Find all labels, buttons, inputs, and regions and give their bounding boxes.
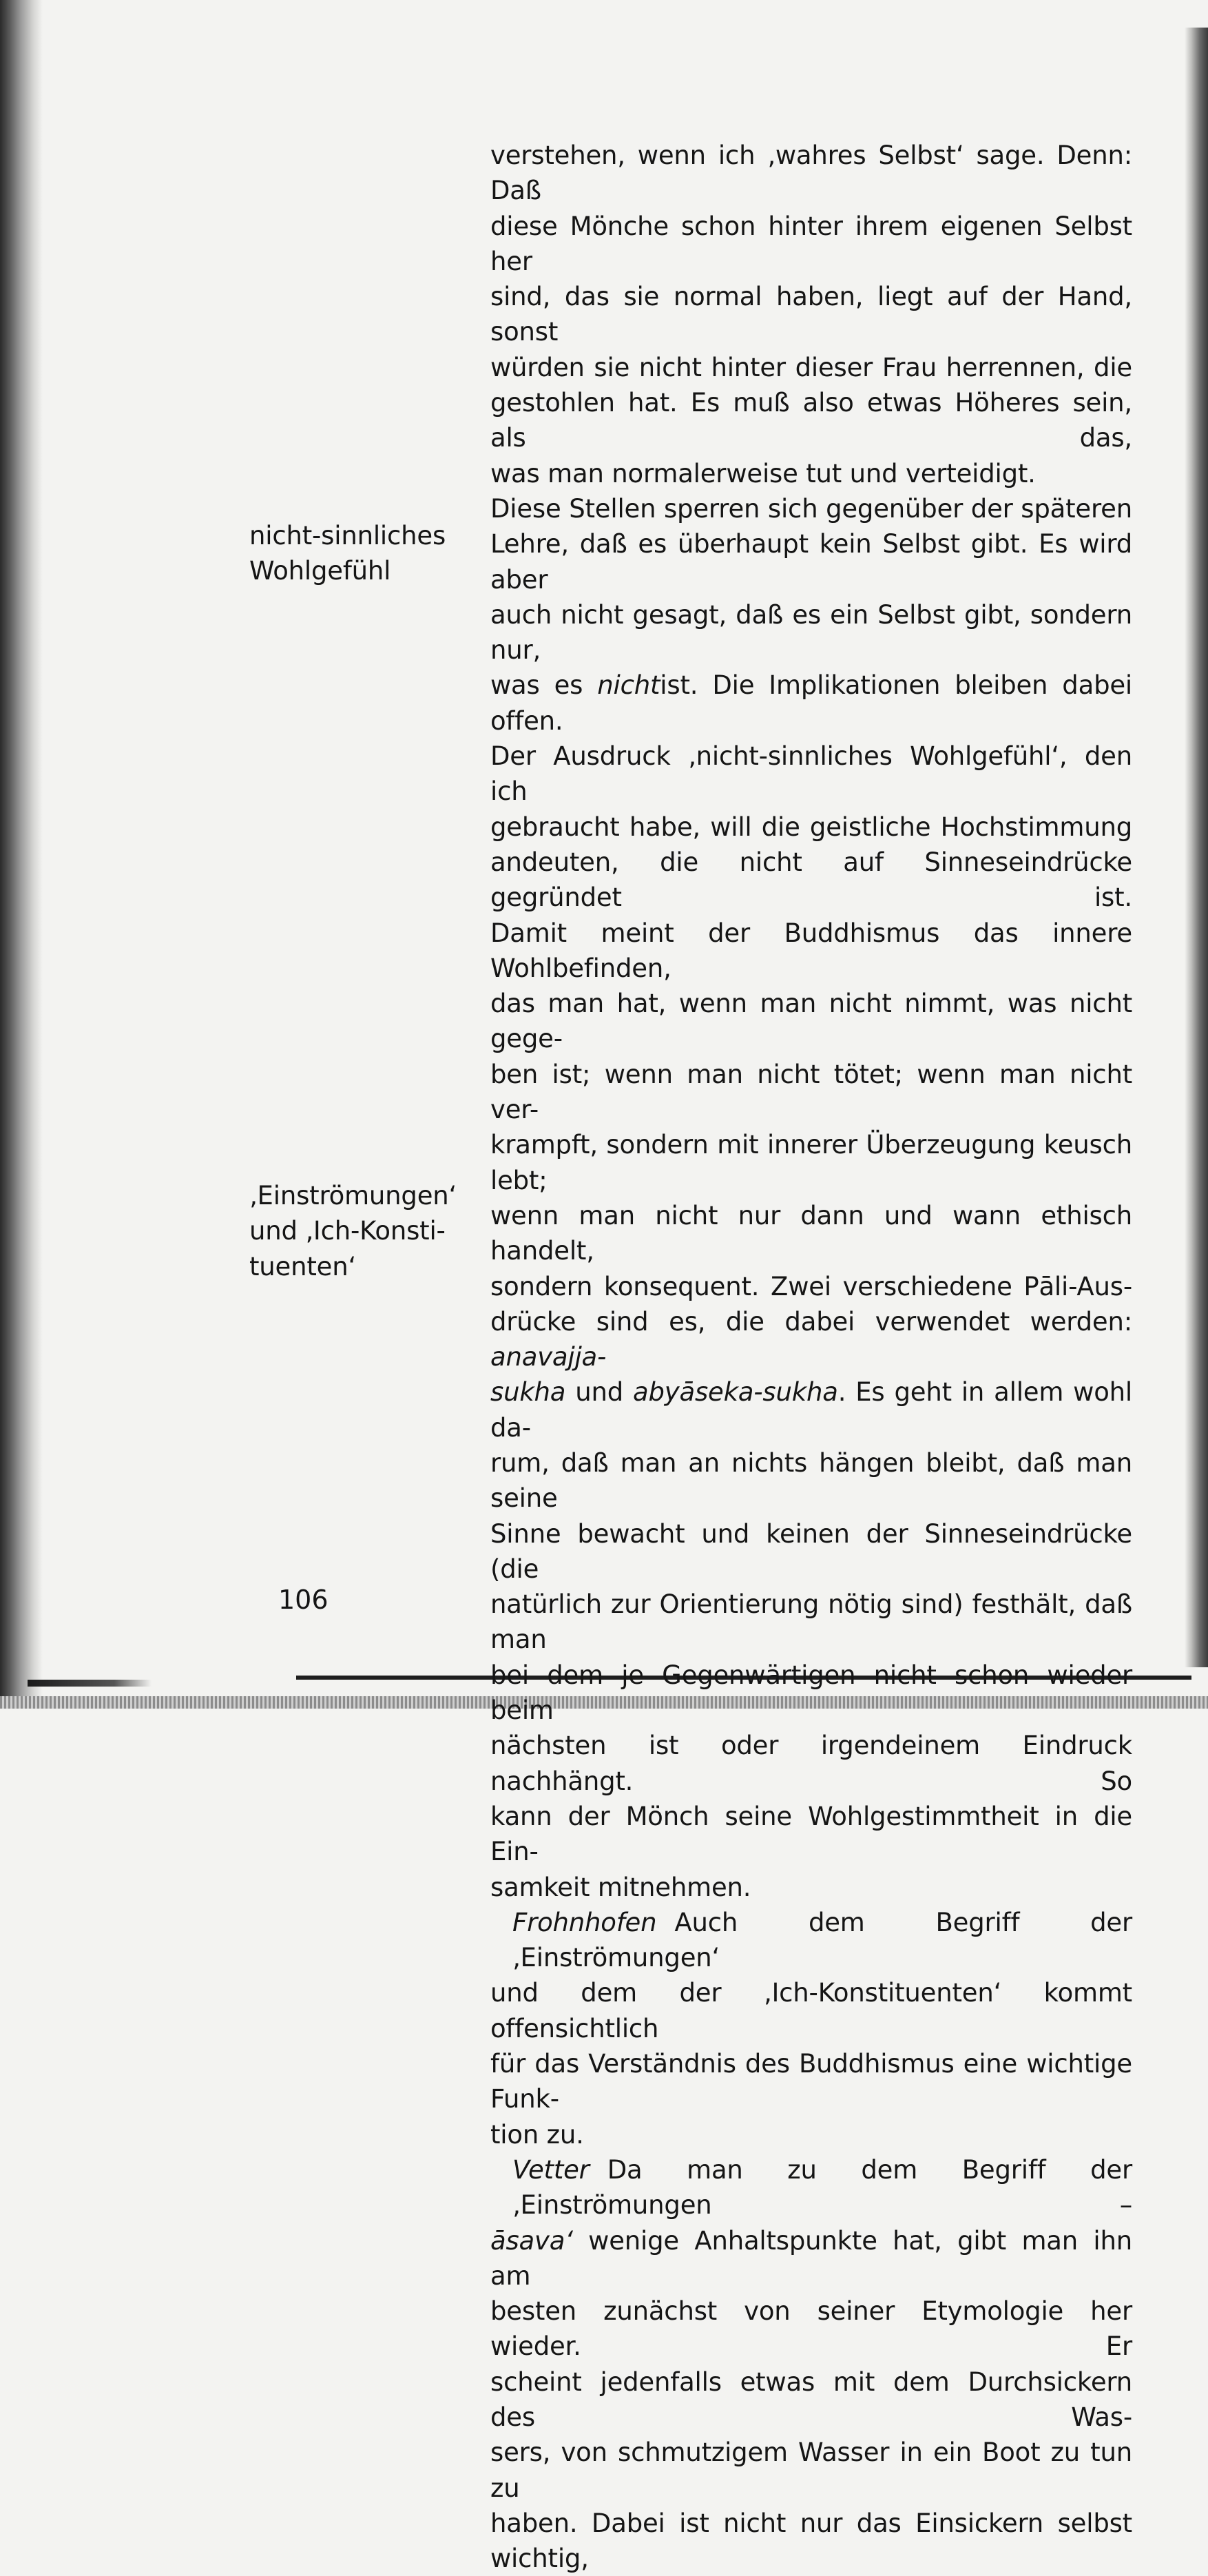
margin-note-line: und ‚Ich-Konsti- — [249, 1216, 446, 1246]
bottom-edge-shadow — [28, 1680, 152, 1687]
text-line: natürlich zur Orientierung nötig sind) festhält, daß man — [490, 1589, 1132, 1655]
text-line: was man normalerweise tut und verteidigt. — [490, 458, 1036, 488]
text-line: āsava‘ wenige Anhaltspunkte hat, gibt man ihn am — [490, 2225, 1132, 2291]
text-line: das man hat, wenn man nicht nimmt, was nicht gege- — [490, 989, 1132, 1054]
text-line: sondern konsequent. Zwei verschiedene Pāli-Aus- — [490, 1271, 1132, 1301]
text-line: tion zu. — [490, 2119, 584, 2150]
text-line: nächsten ist oder irgendeinem Eindruck nachhängt. So — [490, 1731, 1132, 1796]
text-line: sind, das sie normal haben, liegt auf der Hand, sonst — [490, 282, 1132, 347]
text-line: krampft, sondern mit innerer Überzeugung keusch lebt; — [490, 1130, 1132, 1195]
body-text — [490, 138, 1132, 2576]
text-line: Diese Stellen sperren sich gegenüber der späteren — [490, 493, 1132, 524]
text-line: Damit meint der Buddhismus das innere Wohlbefinden, — [490, 918, 1132, 983]
page-number: 106 — [278, 1585, 329, 1615]
text-line: ben ist; wenn man nicht tötet; wenn man nicht ver- — [490, 1059, 1132, 1125]
speaker-vetter: Vetter — [512, 2154, 590, 2185]
text-line: Der Ausdruck ‚nicht-sinnliches Wohlgefühl‘, den ich — [490, 741, 1132, 807]
margin-note-einstroemungen — [249, 1178, 477, 1284]
text-line: auch nicht gesagt, daß es ein Selbst gibt, sondern nur, — [490, 599, 1132, 666]
term-anavajja: anavajja- — [490, 1342, 607, 1372]
text-line: besten zunächst von seiner Etymologie her wieder. Er — [490, 2296, 1132, 2362]
emphasis-nicht: nicht — [597, 670, 660, 701]
text-line: rum, daß man an nichts hängen bleibt, daß man seine — [490, 1447, 1132, 1514]
text-line: gestohlen hat. Es muß also etwas Höheres sein, als das, — [490, 388, 1132, 453]
margin-note-line: ‚Einströmungen‘ — [249, 1181, 457, 1210]
text-line: Sinne bewacht und keinen der Sinneseindrücke (die — [490, 1518, 1132, 1584]
speaker-frohnhofen: Frohnhofen — [512, 1907, 657, 1937]
margin-note-line: tuenten‘ — [249, 1251, 357, 1281]
margin-note-wohlgefuehl — [249, 518, 477, 589]
margin-note-line: nicht-sinnliches — [249, 521, 446, 550]
text-line: verstehen, wenn ich ‚wahres Selbst‘ sage. Denn: Daß — [490, 141, 1132, 206]
term-sukha: sukha — [490, 1377, 566, 1408]
page-edge-shadow — [1185, 28, 1208, 1667]
text-line: samkeit mitnehmen. — [490, 1872, 751, 1902]
text-line: Vetter Da man zu dem Begriff der ‚Einströmungen – — [512, 2154, 1132, 2220]
text-line: kann der Mönch seine Wohlgestimmtheit in die Ein- — [490, 1801, 1132, 1867]
text-line: haben. Dabei ist nicht nur das Einsickern selbst wichtig, — [490, 2508, 1132, 2574]
text-line: was es nichtist. Die Implikationen bleiben dabei offen. — [490, 670, 1132, 736]
text-line: und dem der ‚Ich-Konstituenten‘ kommt offensichtlich — [490, 1978, 1132, 2043]
text-line: sukha und abyāseka-sukha. Es geht in allem wohl da- — [490, 1377, 1132, 1443]
text-line: Lehre, daß es überhaupt kein Selbst gibt. Es wird aber — [490, 529, 1132, 595]
text-line: gebraucht habe, will die geistliche Hochstimmung — [490, 812, 1132, 842]
text-line: andeuten, die nicht auf Sinneseindrücke gegründet ist. — [490, 847, 1132, 913]
term-asava: āsava‘ — [490, 2225, 573, 2256]
text-line: sers, von schmutzigem Wasser in ein Boot zu tun zu — [490, 2438, 1132, 2503]
text-line: drücke sind es, die dabei verwendet werden: anavajja- — [490, 1306, 1132, 1372]
text-line: scheint jedenfalls etwas mit dem Durchsickern des Was- — [490, 2367, 1132, 2432]
text-line: wenn man nicht nur dann und wann ethisch handelt, — [490, 1200, 1132, 1266]
text-line: bei dem je Gegenwärtigen nicht schon wieder beim — [490, 1660, 1132, 1726]
margin-note-line: Wohlgefühl — [249, 556, 391, 586]
book-spine-shadow — [0, 0, 43, 1709]
text-line: würden sie nicht hinter dieser Frau herrennen, die — [490, 352, 1132, 382]
text-line: Frohnhofen Auch dem Begriff der ‚Einströmungen‘ — [512, 1907, 1132, 1973]
term-abyaseka-sukha: abyāseka-sukha — [633, 1377, 838, 1408]
text-line: diese Mönche schon hinter ihrem eigenen Selbst her — [490, 211, 1132, 276]
text-line: für das Verständnis des Buddhismus eine wichtige Funk- — [490, 2049, 1132, 2114]
